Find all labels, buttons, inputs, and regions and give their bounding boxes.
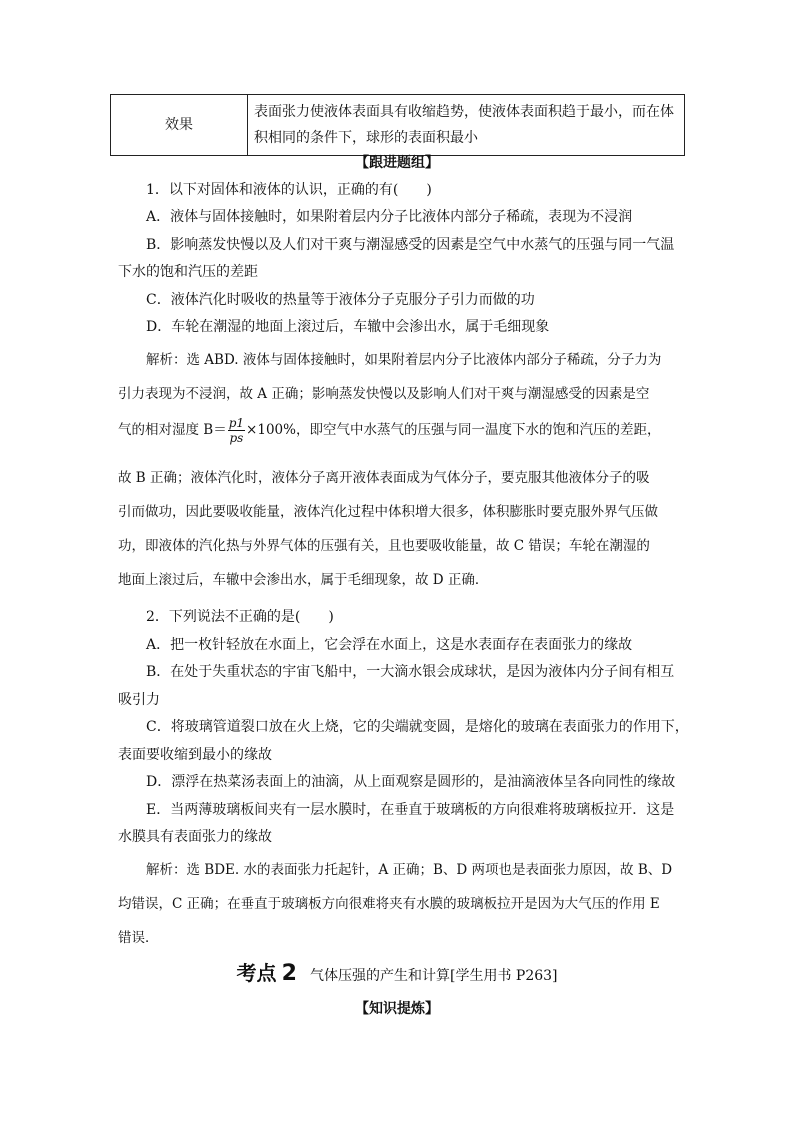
kaodian-label: 考点	[236, 961, 277, 985]
q1-option-a: A．液体与固体接触时，如果附着层内分子比液体内部分子稀疏，表现为不浸润	[146, 209, 633, 225]
table-key-cell: 效果	[111, 95, 248, 156]
sol1-line4: 故 B 正确；液体汽化时，液体分子离开液体表面成为气体分子，要克服其他液体分子的吸	[118, 470, 650, 486]
section-title-knowledge: 【知识提炼】	[355, 1001, 439, 1017]
q2-option-e-line1: E．当两薄玻璃板间夹有一层水膜时，在垂直于玻璃板的方向很难将玻璃板拉开．这是	[146, 802, 675, 818]
q1-option-c: C．液体汽化时吸收的热量等于液体分子克服分子引力而做的功	[146, 292, 535, 308]
q2-option-b-line2: 吸引力	[118, 692, 160, 708]
kaodian-title: 气体压强的产生和计算[学生用书 P263]	[309, 968, 558, 984]
q1-stem: 1．以下对固体和液体的认识，正确的有( )	[146, 182, 432, 198]
table-row	[111, 95, 685, 156]
sol1-line5: 引而做功，因此要吸收能量，液体汽化过程中体积增大很多，体积膨胀时要克服外界气压做	[118, 504, 658, 520]
sol2-line3: 错误．	[118, 930, 159, 946]
sol1-line6: 功，即液体的汽化热与外界气体的压强有关，且也要吸收能量，故 C 错误；车轮在潮湿的	[118, 538, 650, 554]
kaodian-number: 2	[281, 961, 297, 986]
sol2-line2: 均错误，C 正确；在垂直于玻璃板方向很难将夹有水膜的玻璃板拉开是因为大气压的作用 E	[118, 896, 660, 912]
table-value-cell: 表面张力使液体表面具有收缩趋势，使液体表面积趋于最小，而在体积相同的条件下，球形的表面积最小	[248, 95, 685, 156]
sol1-line3	[118, 416, 660, 445]
sol1-line7: 地面上滚过后，车辙中会渗出水，属于毛细现象，故 D 正确．	[118, 572, 489, 588]
sol1-line3-start: 气的相对湿度 B＝	[118, 422, 227, 438]
fraction-denominator: ps	[229, 431, 244, 445]
q1-option-b-line1: B．影响蒸发快慢以及人们对干爽与潮湿感受的因素是空气中水蒸气的压强与同一气温	[146, 237, 675, 253]
q2-option-c-line1: C．将玻璃管道裂口放在火上烧，它的尖端就变圆，是熔化的玻璃在表面张力的作用下，	[146, 719, 689, 735]
kaodian-heading	[0, 957, 794, 986]
q2-option-b-line1: B．在处于失重状态的宇宙飞船中，一大滴水银会成球状，是因为液体内分子间有相互	[146, 664, 675, 680]
sol1-line1: 解析：选 ABD. 液体与固体接触时，如果附着层内分子比液体内部分子稀疏，分子力为	[146, 352, 662, 368]
q1-option-d: D．车轮在潮湿的地面上滚过后，车辙中会渗出水，属于毛细现象	[146, 319, 550, 335]
effect-table	[110, 94, 685, 156]
q2-option-a: A．把一枚针轻放在水面上，它会浮在水面上，这是水表面存在表面张力的缘故	[146, 637, 633, 653]
sol1-line2: 引力表现为不浸润，故 A 正确；影响蒸发快慢以及影响人们对干爽与潮湿感受的因素是空	[118, 386, 650, 402]
sol1-line3-end: ×100%，即空气中水蒸气的压强与同一温度下水的饱和汽压的差距，	[246, 422, 661, 438]
sol2-line1: 解析：选 BDE. 水的表面张力托起针，A 正确；B、D 两项也是表面张力原因，故 B、D	[146, 862, 673, 878]
humidity-fraction	[228, 416, 245, 445]
section-title-follow-up: 【跟进题组】	[355, 155, 439, 171]
q2-stem: 2．下列说法不正确的是( )	[146, 609, 334, 625]
q2-option-d: D．漂浮在热菜汤表面上的油滴，从上面观察是圆形的，是油滴液体呈各向同性的缘故	[146, 774, 676, 790]
q2-option-c-line2: 表面要收缩到最小的缘故	[118, 747, 272, 763]
q1-option-b-line2: 下水的饱和汽压的差距	[118, 264, 258, 280]
fraction-numerator: p1	[228, 416, 245, 430]
q2-option-e-line2: 水膜具有表面张力的缘故	[118, 829, 272, 845]
